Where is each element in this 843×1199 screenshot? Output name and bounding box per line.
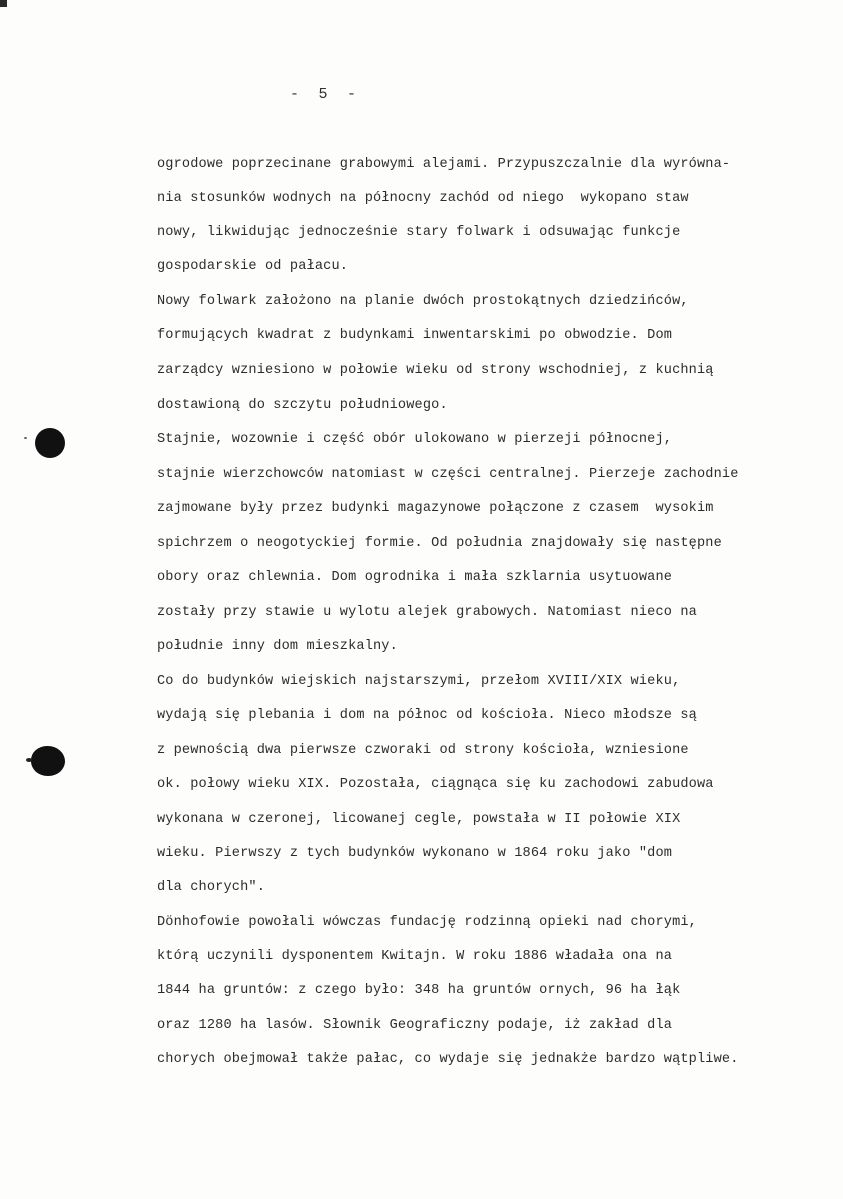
text-line: 1844 ha gruntów: z czego było: 348 ha gruntów ornych, 96 ha łąk: [157, 983, 681, 998]
text-line: wydają się plebania i dom na północ od kościoła. Nieco młodsze są: [157, 708, 697, 723]
text-line: zajmowane były przez budynki magazynowe połączone z czasem wysokim: [157, 501, 714, 516]
text-line: zostały przy stawie u wylotu alejek grabowych. Natomiast nieco na: [157, 605, 697, 620]
text-line: zarządcy wzniesiono w połowie wieku od strony wschodniej, z kuchnią: [157, 363, 714, 378]
corner-mark: [0, 0, 7, 7]
text-line: dla chorych".: [157, 880, 265, 895]
text-line: ok. połowy wieku XIX. Pozostała, ciągnąca się ku zachodowi zabudowa: [157, 777, 714, 792]
text-line: Co do budynków wiejskich najstarszymi, przełom XVIII/XIX wieku,: [157, 674, 681, 689]
text-line: nowy, likwidując jednocześnie stary folwark i odsuwając funkcje: [157, 225, 681, 240]
text-line: wykonana w czeronej, licowanej cegle, powstała w II połowie XIX: [157, 812, 681, 827]
text-line: obory oraz chlewnia. Dom ogrodnika i mała szklarnia usytuowane: [157, 570, 673, 585]
punch-hole-mark: [31, 746, 65, 776]
text-line: którą uczynili dysponentem Kwitajn. W roku 1886 władała ona na: [157, 949, 673, 964]
text-line: południe inny dom mieszkalny.: [157, 639, 398, 654]
text-line: spichrzem o neogotyckiej formie. Od południa znajdowały się następne: [157, 536, 722, 551]
text-line: oraz 1280 ha lasów. Słownik Geograficzny podaje, iż zakład dla: [157, 1018, 673, 1033]
ink-speck: [26, 758, 32, 762]
page-number: - 5 -: [290, 86, 357, 103]
text-line: formujących kwadrat z budynkami inwentarskimi po obwodzie. Dom: [157, 328, 673, 343]
text-line: Stajnie, wozownie i część obór ulokowano w pierzeji północnej,: [157, 432, 673, 447]
ink-speck: [24, 437, 27, 439]
punch-hole-mark: [35, 428, 65, 458]
text-line: Dönhofowie powołali wówczas fundację rodzinną opieki nad chorymi,: [157, 915, 697, 930]
text-line: z pewnością dwa pierwsze czworaki od strony kościoła, wzniesione: [157, 743, 689, 758]
text-line: Nowy folwark założono na planie dwóch prostokątnych dziedzińców,: [157, 294, 689, 309]
text-line: gospodarskie od pałacu.: [157, 259, 349, 274]
text-line: dostawioną do szczytu południowego.: [157, 398, 448, 413]
text-line: stajnie wierzchowców natomiast w części centralnej. Pierzeje zachodnie: [157, 467, 739, 482]
text-line: chorych obejmował także pałac, co wydaje się jednakże bardzo wątpliwe.: [157, 1052, 739, 1067]
text-line: ogrodowe poprzecinane grabowymi alejami. Przypuszczalnie dla wyrówna-: [157, 157, 731, 172]
text-line: wieku. Pierwszy z tych budynków wykonano w 1864 roku jako "dom: [157, 846, 673, 861]
text-line: nia stosunków wodnych na północny zachód od niego wykopano staw: [157, 191, 689, 206]
